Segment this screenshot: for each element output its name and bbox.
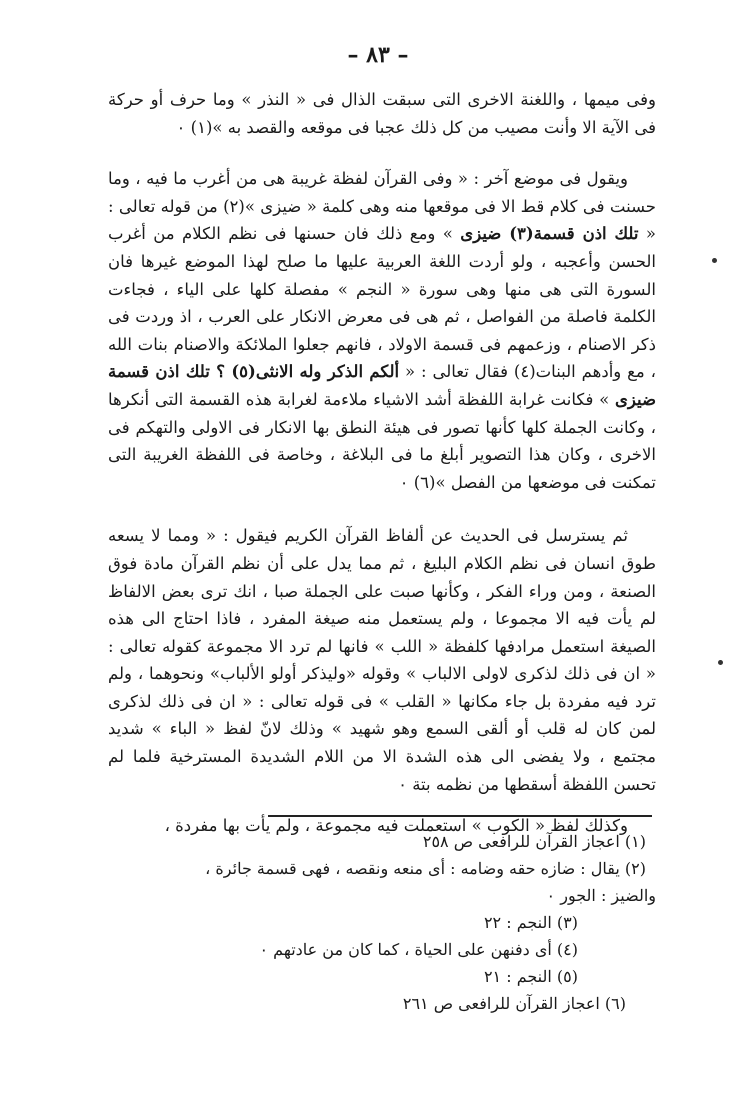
footnote-divider — [268, 815, 652, 817]
footnote-1: (١) اعجاز القرآن للرافعى ص ٢٥٨ — [422, 832, 646, 851]
footnote-5: (٥) النجم : ٢١ — [483, 967, 578, 986]
footnote-4: (٤) أى دفنهن على الحياة ، كما كان من عادتهم ٠ — [259, 940, 578, 959]
page-number: – ٨٣ – — [347, 42, 409, 68]
paragraph-4: وكذلك لفظ « الكوب » استعملت فيه مجموعة ، ولم يأت بها مفردة ، — [164, 816, 628, 836]
paragraph-1: وفى ميمها ، واللغنة الاخرى التى سبقت الذال فى « النذر » وما حرف أو حركة فى الآية الا وأنت مصيب من كل ذلك عجبا فى موقعه والقصد به »(١) ٠ — [108, 90, 656, 137]
footnote-3: (٣) النجم : ٢٢ — [483, 913, 578, 932]
scan-dot-mark — [718, 660, 723, 665]
scan-dot-mark — [712, 258, 717, 263]
quran-quote-1: تلك اذن قسمة(٣) ضيزى — [460, 224, 639, 244]
paragraph-2-part-3: » فكانت غرابة اللفظة أشد الاشياء ملاءمة لغرابة هذه القسمة التى أنكرها ، وكانت الجملة كلها كأنها تصور فى هيئة النطق بها الانكار فى الاولى والتهكم فى الاخرى ، وكان هذا التصوير أبلغ ما فى البلاغة ، وخاصة فى اللفظة الغريبة التى تمكنت فى موضعها من الفصل »(٦) ٠ — [108, 389, 656, 492]
paragraph-2-part-1: ويقول فى موضع آخر : « وفى القرآن لفظة غريبة هى من أغرب ما فيه ، وما حسنت فى كلام قط الا فى موقعها منه وهى كلمة « ضيزى »(٢) من قوله تعالى : « — [108, 169, 657, 244]
main-text — [108, 86, 656, 840]
paragraph-2 — [108, 165, 656, 496]
paragraph-3: ثم يسترسل فى الحديث عن ألفاظ القرآن الكريم فيقول : « ومما لا يسعه طوق انسان فى نظم الكلام البليغ ، ثم مما يدل على أن نظم القرآن مادة فوق الصنعة ، ومن وراء الفكر ، وكأنها صبت على الجملة صبا ، انك ترى بعض الالفاظ لم يأت فيه الا مجموعا ، ولم يستعمل منه صيغة المفرد ، فاذا احتاج الى هذه الصيغة استعمل مرادفها كلفظة « اللب » فانها لم ترد الا مجموعة كقوله تعالى : « ان فى ذلك لذكرى لاولى الالباب » وقوله «وليذكر أولو الألباب» ونحوهما ، ولم ترد فيه مفردة بل جاء مكانها « القلب » فى قوله تعالى : « ان فى ذلك لذكرى لمن كان له قلب أو ألقى السمع وهو شهيد » وذلك لانّ لفظ « الباء » شديد مجتمع ، ولا يفضى الى هذه الشدة الا من اللام الشديدة المسترخية فلما لم تحسن اللفظة أسقطها من نظمه بتة ٠ — [108, 526, 656, 794]
paragraph-2-part-2: » ومع ذلك فان حسنها فى نظم الكلام من أغرب الحسن وأعجبه ، ولو أردت اللغة العربية عليها ما صلح لهذا الموضع غيرها فان السورة التى هى منها وهى سورة « النجم » مفصلة كلها على الياء ، فجاءت الكلمة فاصلة من الفواصل ، ثم هى فى معرض الانكار على العرب ، اذ وردت فى ذكر الاصنام ، وزعمهم فى قسمة الاولاد ، فانهم جعلوا الملائكة والاصنام بنات الله ، مع وأدهم البنات(٤) فقال تعالى : « — [108, 224, 656, 382]
footnotes — [108, 828, 656, 1017]
footnote-6: (٦) اعجاز القرآن للرافعى ص ٢٦١ — [402, 994, 626, 1013]
footnote-2: (٢) يقال : ضازه حقه وضامه : أى منعه ونقصه ، فهى قسمة جائرة ، — [205, 859, 646, 878]
quran-quote-2: ألكم الذكر وله الانثى(٥) ؟ تلك اذن قسمة ضيزى — [108, 362, 656, 409]
footnote-2-continued: والضيز : الجور ٠ — [546, 886, 656, 905]
